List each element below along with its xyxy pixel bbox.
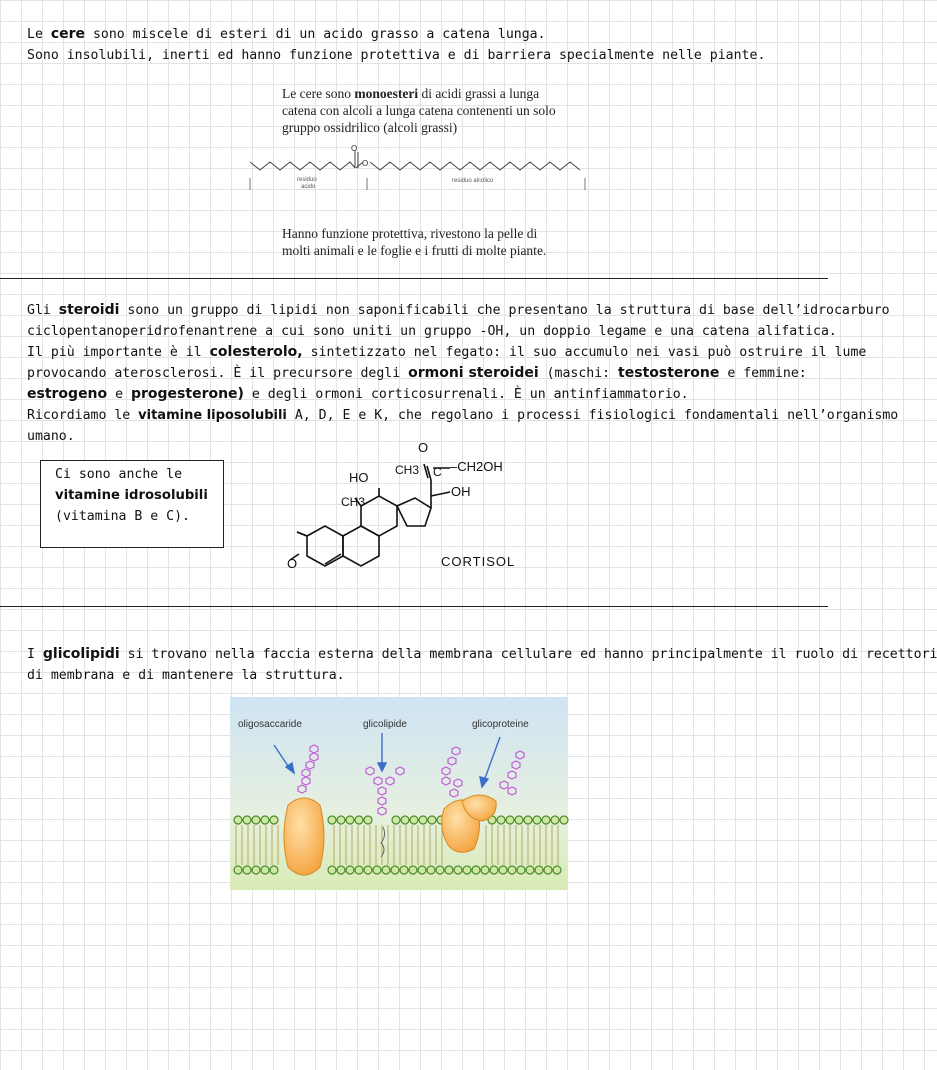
label-glicoproteine: glicoproteine [472,719,529,730]
section-divider-1 [0,278,828,279]
glicolipidi-line-1: I glicolipidi si trovano nella faccia esterna della membrana cellulare ed hanno principalmente il ruolo di recettori [27,646,937,662]
label-acid-residue-1: residuo [297,177,317,183]
label-oligosaccaride: oligosaccaride [238,719,302,730]
cortisol-ch3-left: CH3 [341,495,366,509]
cortisol-structure [285,436,545,576]
section-divider-2 [0,606,828,607]
cere-quote-line-5: molti animali e le foglie e i frutti di molte piante. [282,243,547,258]
cortisol-ho: HO [349,470,369,485]
cell-membrane-diagram [230,697,568,890]
steroidi-line-5: estrogeno e progesterone) e degli ormoni corticosurrenali. È un antinfiammatorio. [27,386,689,402]
cere-quote-line-4: Hanno funzione protettiva, rivestono la pelle di [282,226,538,241]
cortisol-ch3-top: CH3 [395,463,420,477]
hydrosoluble-vitamins-box [40,460,224,548]
cere-line-2: Sono insolubili, inerti ed hanno funzione protettiva e di barriera specialmente nelle piante. [27,48,766,63]
cere-quote-line-2: catena con alcoli a lunga catena contenenti un solo [282,103,556,118]
label-glicolipide: glicolipide [363,719,407,730]
label-alcohol-residue: residuo alcolico [452,178,494,184]
cere-quote-line-3: gruppo ossidrilico (alcoli grassi) [282,120,458,135]
glicolipidi-line-2: di membrana e di mantenere la struttura. [27,668,345,683]
steroidi-line-1: Gli steroidi sono un gruppo di lipidi non saponificabili che presentano la struttura di base dell’idrocarburo [27,302,890,318]
cortisol-oh: OH [451,484,471,499]
ester-oxygen: O [362,159,369,168]
cortisol-ch2oh: –CH2OH [450,459,503,474]
steroidi-line-3: Il più importante è il colesterolo, sintetizzato nel fegato: il suo accumulo nei vasi può ostruire il lume [27,344,867,360]
cortisol-o-top: O [418,440,429,455]
cere-quote-line-1: Le cere sono monoesteri di acidi grassi a lunga [282,86,540,101]
label-acid-residue-2: acido [301,184,316,190]
cortisol-o-left: O [287,556,298,571]
box-line-2: vitamine idrosolubili [55,488,208,503]
keyword-cere: cere [50,26,86,42]
steroidi-line-7: umano. [27,429,75,444]
carbonyl-oxygen: O [351,144,358,153]
steroidi-line-2: ciclopentanoperidrofenantrene a cui sono uniti un gruppo -OH, un doppio legame e una catena alifatica. [27,324,837,339]
box-line-1: Ci sono anche le [55,467,183,482]
steroidi-line-4: provocando aterosclerosi. È il precursore degli ormoni steroidei (maschi: testosterone e femmine: [27,365,807,381]
box-line-3: (vitamina B e C). [55,509,190,524]
wax-ester-diagram [245,140,590,206]
cere-line-1: Le cere sono miscele di esteri di un acido grasso a catena lunga. [27,26,546,42]
cortisol-label: CORTISOL [441,554,516,569]
cortisol-c: C [433,465,442,479]
steroidi-line-6: Ricordiamo le vitamine liposolubili A, D, E e K, che regolano i processi fisiologici fondamentali nell’organismo [27,408,899,423]
